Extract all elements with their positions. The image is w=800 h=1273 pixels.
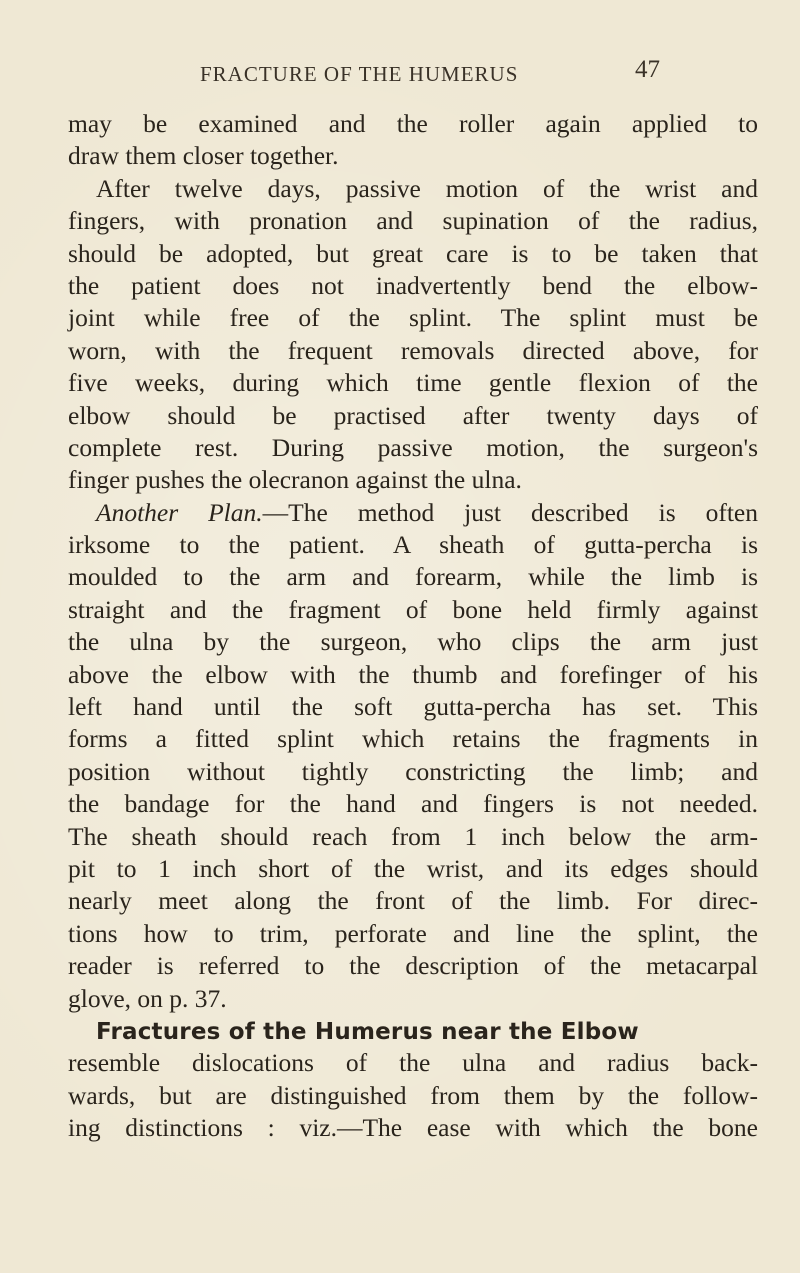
text-line: nearly meet along the front of the limb. For direc- — [68, 886, 758, 916]
paragraph-fractures-near-elbow — [68, 1015, 758, 1145]
text-line: tions how to trim, perforate and line the splint, the — [68, 918, 758, 948]
body-text — [68, 108, 758, 1145]
text-line: above the elbow with the thumb and forefinger of his — [68, 659, 758, 689]
text-line: draw them closer together. — [68, 141, 339, 171]
text-line: should be adopted, but great care is to be taken that — [68, 238, 758, 268]
text-line: irksome to the patient. A sheath of gutta-percha is — [68, 530, 758, 560]
text-line: straight and the fragment of bone held firmly against — [68, 594, 758, 624]
text-line: five weeks, during which time gentle flexion of the — [68, 368, 758, 398]
text-line: worn, with the frequent removals directed above, for — [68, 335, 758, 365]
text-line: forms a fitted splint which retains the fragments in — [68, 724, 758, 754]
section-lead-italic: Another Plan. — [96, 497, 263, 527]
text-line: ing distinctions : viz.—The ease with which the bone — [68, 1113, 758, 1143]
text-line — [68, 497, 758, 529]
text-line: moulded to the arm and forearm, while the limb is — [68, 562, 758, 592]
text-line: pit to 1 inch short of the wrist, and its edges should — [68, 853, 758, 883]
text-line: finger pushes the olecranon against the ulna. — [68, 465, 522, 495]
text-line: complete rest. During passive motion, the surgeon's — [68, 432, 758, 462]
text-line: wards, but are distinguished from them by the follow- — [68, 1080, 758, 1110]
section-lead-bold: Fractures of the Humerus near the Elbow — [96, 1018, 639, 1045]
paragraph-2 — [68, 173, 758, 497]
text-line: position without tightly constricting the limb; and — [68, 756, 758, 786]
running-head: FRACTURE OF THE HUMERUS — [200, 62, 519, 86]
text-line: glove, on p. 37. — [68, 983, 227, 1013]
lead-line-rest: —The method just described is often — [262, 497, 758, 527]
text-line: may be examined and the roller again applied to — [68, 109, 758, 138]
text-line: fingers, with pronation and supination of the radius, — [68, 206, 758, 236]
text-line: the bandage for the hand and fingers is not needed. — [68, 789, 758, 819]
paragraph-another-plan — [68, 497, 758, 1015]
text-line: joint while free of the splint. The splint must be — [68, 303, 758, 333]
text-line: the patient does not inadvertently bend the elbow- — [68, 270, 758, 300]
page-number: 47 — [635, 56, 660, 83]
text-line: The sheath should reach from 1 inch below the arm- — [68, 821, 758, 851]
text-line — [68, 1015, 758, 1047]
paragraph-1 — [68, 108, 758, 173]
text-line: After twelve days, passive motion of the wrist and — [96, 173, 758, 203]
text-line: elbow should be practised after twenty days of — [68, 400, 758, 430]
text-line: reader is referred to the description of the metacarpal — [68, 951, 758, 981]
page-header — [200, 56, 660, 92]
text-line: the ulna by the surgeon, who clips the arm just — [68, 627, 758, 657]
text-line: resemble dislocations of the ulna and radius back- — [68, 1048, 758, 1078]
text-line: left hand until the soft gutta-percha has set. This — [68, 692, 758, 722]
